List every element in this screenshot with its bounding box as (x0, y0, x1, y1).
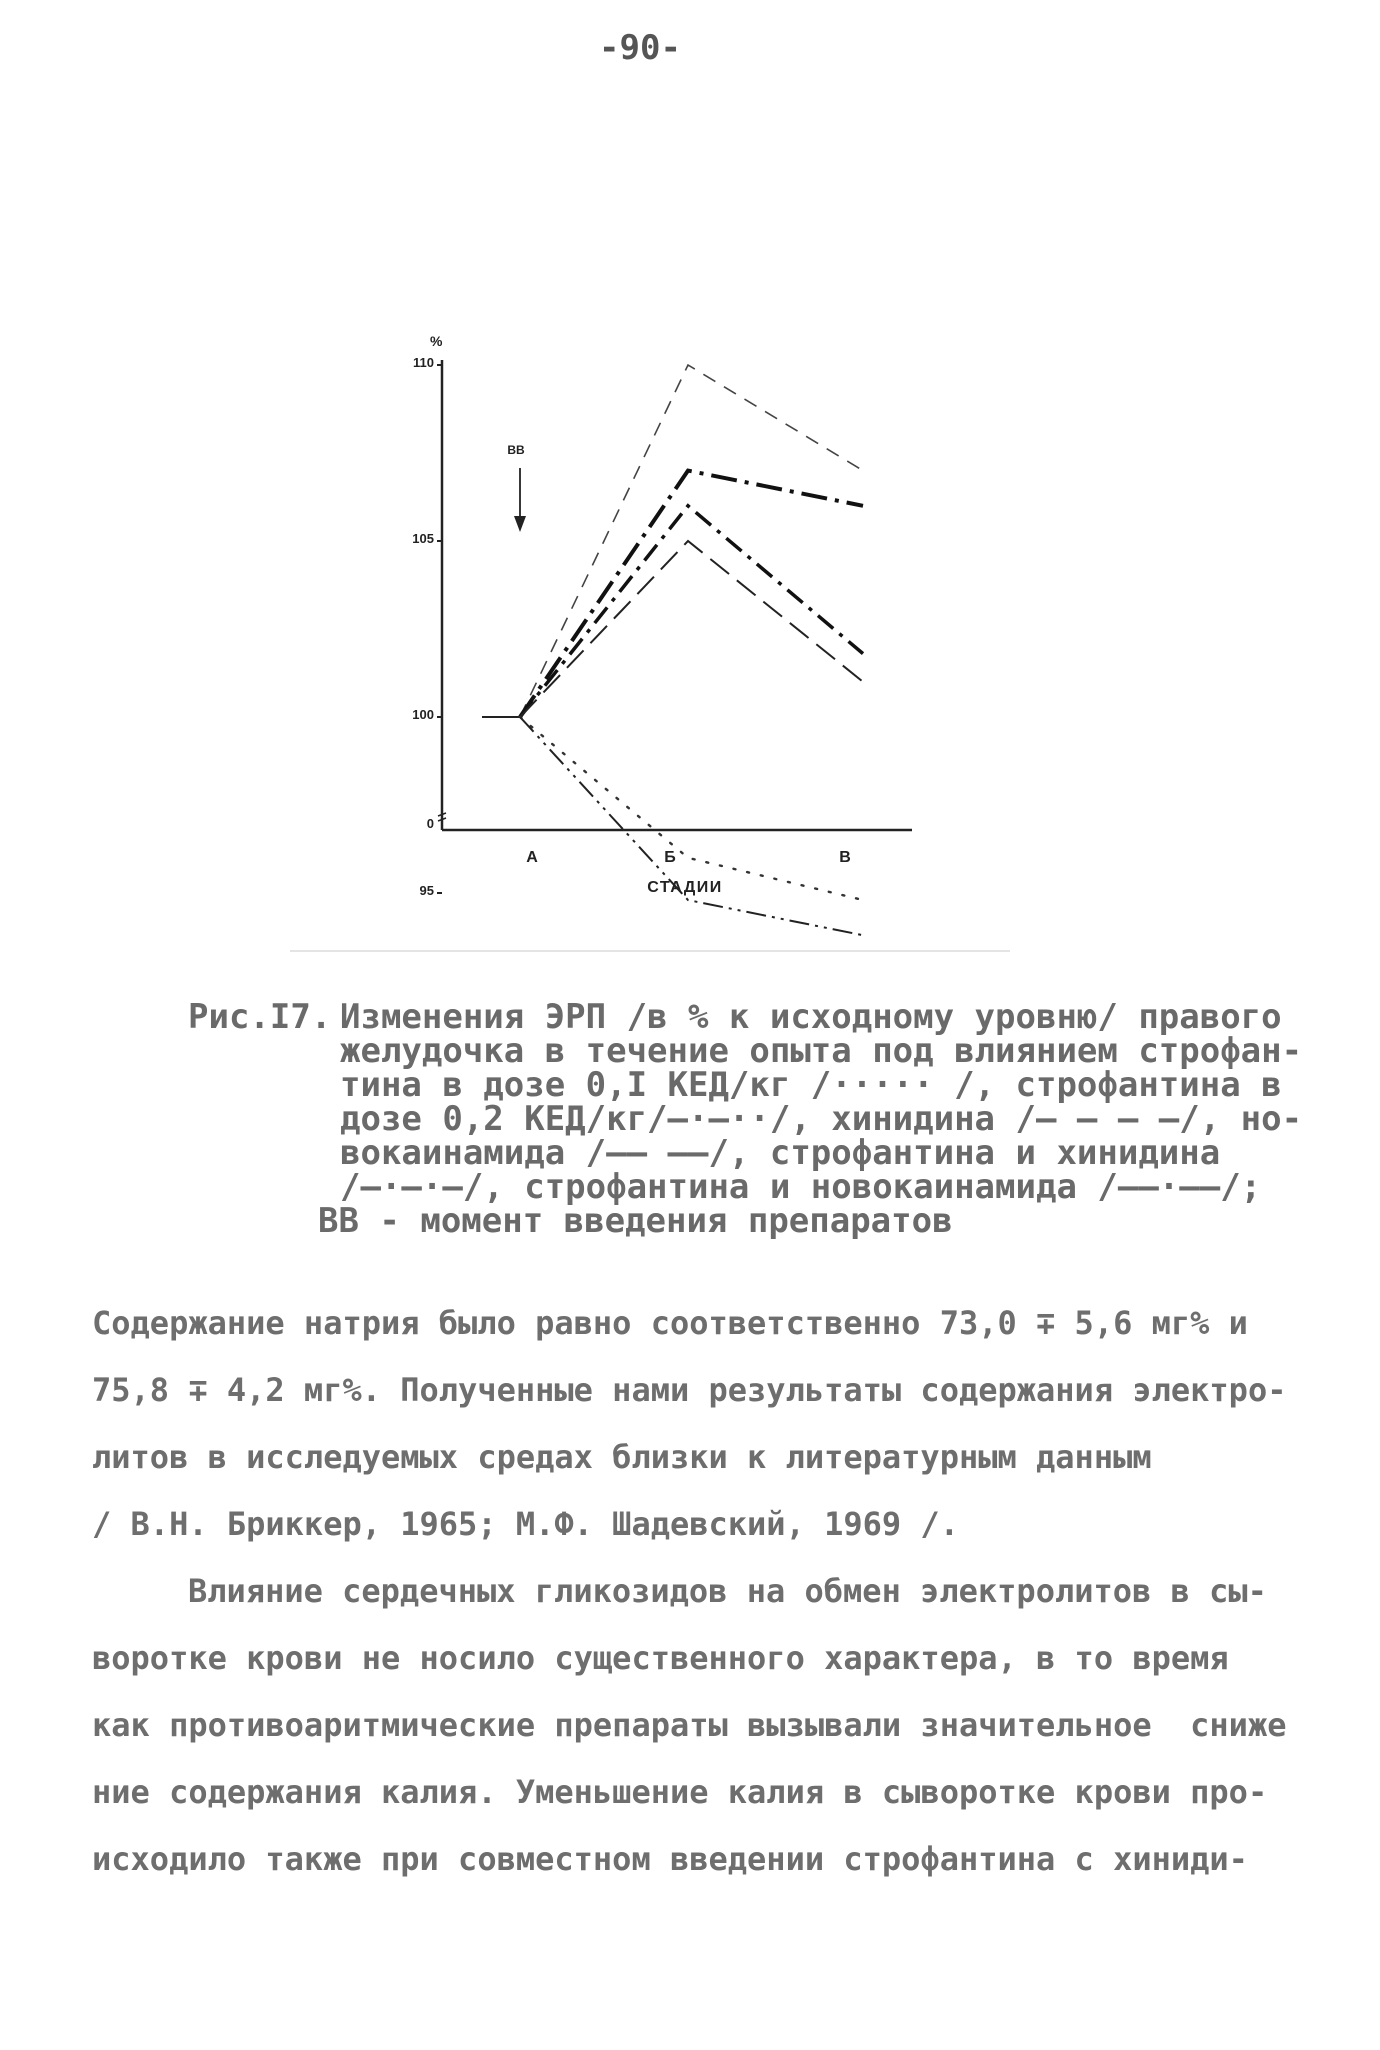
series-line (520, 541, 863, 717)
y-tick-label: 0 (426, 816, 434, 831)
figure-caption (188, 997, 1303, 1241)
figure-chart (290, 150, 1010, 952)
x-tick-label: Б (664, 849, 676, 866)
caption-line: дозе 0,2 КЕД/кг/—·—··/, хинидина /— — — —/, но- (340, 1099, 1303, 1139)
x-axis-label: СТАДИИ (647, 879, 723, 896)
series-line (520, 506, 863, 717)
x-tick-label: А (526, 849, 538, 866)
body-line: исходило также при совместном введении строфантина с хиниди- (92, 1840, 1248, 1878)
y-tick-label: 95 (419, 883, 434, 898)
caption-line: тина в дозе 0,I КЕД/кг /····· /, строфантина в (340, 1065, 1282, 1105)
body-line: 75,8 ∓ 4,2 мг%. Полученные нами результаты содержания электро- (92, 1371, 1287, 1409)
caption-line: ВВ - момент введения препаратов (318, 1201, 953, 1241)
body-line: Влияние сердечных гликозидов на обмен электролитов в сы- (188, 1572, 1267, 1610)
y-tick-label: 105 (412, 531, 434, 546)
y-tick-label: 100 (412, 707, 434, 722)
body-line: воротке крови не носило существенного характера, в то время (92, 1639, 1229, 1677)
caption-label: Рис.I7. (188, 997, 332, 1037)
caption-line: желудочка в течение опыта под влиянием строфан- (340, 1031, 1303, 1071)
body-line: как противоаритмические препараты вызывали значительное сниже (92, 1706, 1287, 1744)
body-line: ние содержания калия. Уменьшение калия в сыворотке крови про- (92, 1773, 1268, 1811)
series-line (520, 717, 863, 935)
y-tick-label: 110 (413, 355, 434, 370)
x-tick-label: В (839, 849, 851, 866)
caption-line: /—·—·—/, строфантина и новокаинамида /——·——/; (340, 1167, 1262, 1207)
series-line (520, 471, 863, 717)
annotation-label: ВВ (507, 443, 525, 457)
body-line: Содержание натрия было равно соответственно 73,0 ∓ 5,6 мг% и (92, 1304, 1248, 1342)
annotation-arrowhead (514, 516, 526, 532)
body-line: / В.Н. Бриккер, 1965; М.Ф. Шадевский, 1969 /. (92, 1505, 959, 1543)
caption-line: Изменения ЭРП /в % к исходному уровню/ правого (340, 997, 1282, 1037)
series-line (520, 717, 863, 900)
line-chart-svg (290, 150, 1010, 950)
body-text (92, 1290, 1312, 1893)
y-axis-label: % (430, 333, 443, 349)
body-line: литов в исследуемых средах близки к литературным данным (92, 1438, 1152, 1476)
page-number: -90- (599, 28, 681, 68)
caption-line: вокаинамида /—— ——/, строфантина и хинидина (340, 1133, 1221, 1173)
